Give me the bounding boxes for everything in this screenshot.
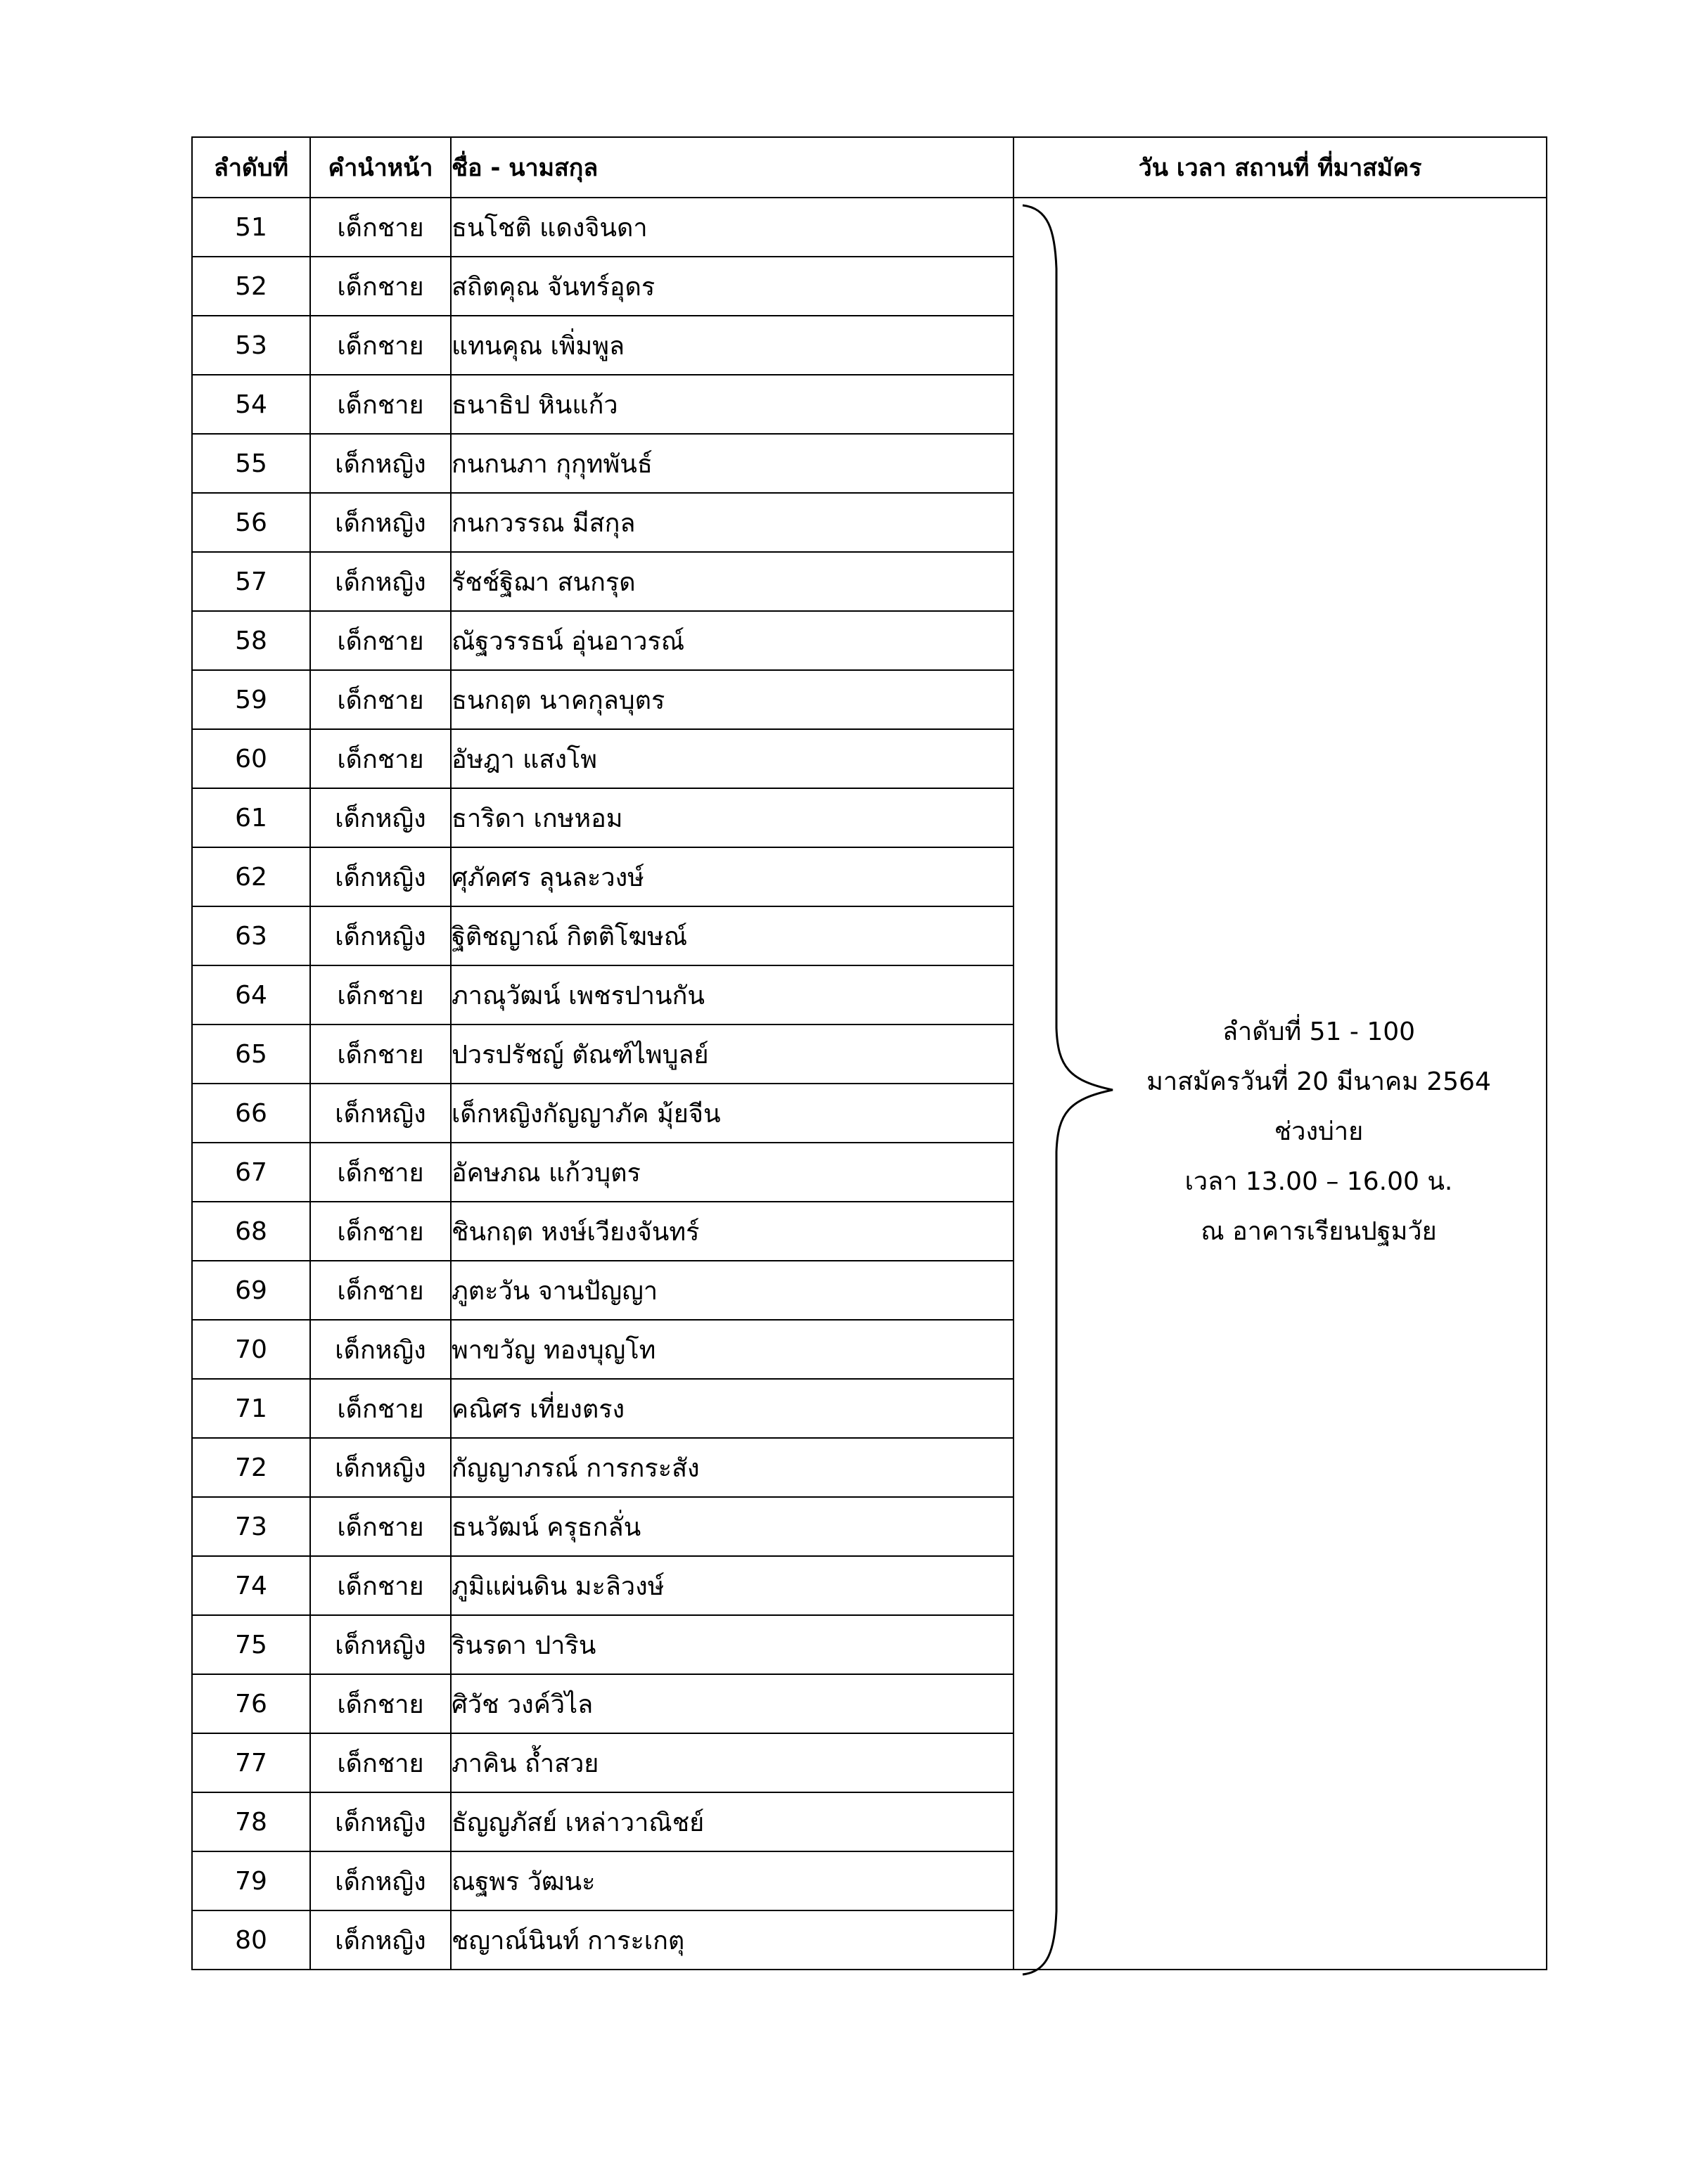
row-name: ธนโชติ แดงจินดา <box>451 198 1014 257</box>
info-line3: ช่วงบ่าย <box>1274 1117 1364 1146</box>
row-prefix: เด็กหญิง <box>310 847 451 906</box>
row-name: แทนคุณ เพิ่มพูล <box>451 316 1014 375</box>
header-row <box>192 137 1547 198</box>
row-number: 59 <box>192 670 310 729</box>
row-name: รัชช์ฐิฌา สนกรุด <box>451 552 1014 611</box>
row-prefix: เด็กชาย <box>310 198 451 257</box>
row-number: 76 <box>192 1674 310 1733</box>
registration-sheet <box>191 136 1546 1979</box>
row-prefix: เด็กชาย <box>310 965 451 1024</box>
row-name: อัคษภณ แก้วบุตร <box>451 1143 1014 1202</box>
row-number: 52 <box>192 257 310 316</box>
row-prefix: เด็กชาย <box>310 729 451 788</box>
row-number: 53 <box>192 316 310 375</box>
row-name: ชญาณ์นินท์ การะเกตุ <box>451 1910 1014 1970</box>
row-name: อัษฎา แสงโพ <box>451 729 1014 788</box>
row-number: 69 <box>192 1261 310 1320</box>
row-name: ภูตะวัน จานปัญญา <box>451 1261 1014 1320</box>
row-name: ธาริดา เกษหอม <box>451 788 1014 847</box>
row-prefix: เด็กหญิง <box>310 1438 451 1497</box>
row-prefix: เด็กชาย <box>310 257 451 316</box>
row-number: 66 <box>192 1084 310 1143</box>
row-prefix: เด็กหญิง <box>310 1084 451 1143</box>
row-name: ภูมิแผ่นดิน มะลิวงษ์ <box>451 1556 1014 1615</box>
row-number: 61 <box>192 788 310 847</box>
row-number: 80 <box>192 1910 310 1970</box>
row-prefix: เด็กหญิง <box>310 788 451 847</box>
row-number: 72 <box>192 1438 310 1497</box>
info-line1: ลำดับที่ 51 - 100 <box>1222 1017 1416 1046</box>
row-number: 64 <box>192 965 310 1024</box>
row-number: 58 <box>192 611 310 670</box>
row-number: 70 <box>192 1320 310 1379</box>
info-line5: ณ อาคารเรียนปฐมวัย <box>1201 1217 1437 1246</box>
row-number: 79 <box>192 1851 310 1910</box>
row-prefix: เด็กหญิง <box>310 1851 451 1910</box>
row-name: สถิตคุณ จันทร์อุดร <box>451 257 1014 316</box>
row-number: 65 <box>192 1024 310 1084</box>
row-number: 68 <box>192 1202 310 1261</box>
row-prefix: เด็กหญิง <box>310 906 451 965</box>
row-prefix: เด็กหญิง <box>310 552 451 611</box>
row-name: รินรดา ปาริน <box>451 1615 1014 1674</box>
row-name: ภาณุวัฒน์ เพชรปานกัน <box>451 965 1014 1024</box>
registration-info-text <box>1092 1007 1546 1257</box>
registration-info-cell <box>1014 198 1547 1970</box>
row-name: กนกนภา กุกุทพันธ์ <box>451 434 1014 493</box>
row-number: 51 <box>192 198 310 257</box>
row-prefix: เด็กหญิง <box>310 434 451 493</box>
registration-table <box>191 136 1547 1970</box>
row-prefix: เด็กชาย <box>310 316 451 375</box>
row-prefix: เด็กชาย <box>310 611 451 670</box>
table-body <box>192 198 1547 1970</box>
row-name: ณฐพร วัฒนะ <box>451 1851 1014 1910</box>
table-row <box>192 198 1547 257</box>
row-number: 73 <box>192 1497 310 1556</box>
row-prefix: เด็กหญิง <box>310 1615 451 1674</box>
row-prefix: เด็กชาย <box>310 1379 451 1438</box>
row-prefix: เด็กหญิง <box>310 1792 451 1851</box>
row-name: กนกวรรณ มีสกุล <box>451 493 1014 552</box>
info-line4: เวลา 13.00 – 16.00 น. <box>1184 1167 1453 1196</box>
row-name: ศุภัคศร ลุนละวงษ์ <box>451 847 1014 906</box>
row-name: คณิศร เที่ยงตรง <box>451 1379 1014 1438</box>
row-name: พาขวัญ ทองบุญโท <box>451 1320 1014 1379</box>
row-number: 75 <box>192 1615 310 1674</box>
row-name: กัญญาภรณ์ การกระสัง <box>451 1438 1014 1497</box>
row-number: 55 <box>192 434 310 493</box>
row-number: 78 <box>192 1792 310 1851</box>
row-name: ธนกฤต นาคกุลบุตร <box>451 670 1014 729</box>
row-name: ศิวัช วงค์วิไล <box>451 1674 1014 1733</box>
row-prefix: เด็กหญิง <box>310 1910 451 1970</box>
row-prefix: เด็กชาย <box>310 670 451 729</box>
row-name: เด็กหญิงกัญญาภัค มุ้ยจีน <box>451 1084 1014 1143</box>
row-prefix: เด็กชาย <box>310 1556 451 1615</box>
header-name: ชื่อ - นามสกุล <box>451 137 1014 198</box>
row-prefix: เด็กชาย <box>310 1497 451 1556</box>
header-prefix: คำนำหน้า <box>310 137 451 198</box>
header-no: ลำดับที่ <box>192 137 310 198</box>
row-number: 60 <box>192 729 310 788</box>
row-prefix: เด็กชาย <box>310 1733 451 1792</box>
row-name: ณัฐวรรธน์ อุ่นอาวรณ์ <box>451 611 1014 670</box>
row-prefix: เด็กชาย <box>310 1143 451 1202</box>
row-prefix: เด็กชาย <box>310 1024 451 1084</box>
row-name: ชินกฤต หงษ์เวียงจันทร์ <box>451 1202 1014 1261</box>
row-number: 54 <box>192 375 310 434</box>
row-prefix: เด็กชาย <box>310 1202 451 1261</box>
row-number: 56 <box>192 493 310 552</box>
row-name: ธนวัฒน์ ครุธกลั่น <box>451 1497 1014 1556</box>
row-prefix: เด็กหญิง <box>310 1320 451 1379</box>
row-number: 57 <box>192 552 310 611</box>
row-number: 63 <box>192 906 310 965</box>
row-prefix: เด็กชาย <box>310 375 451 434</box>
row-prefix: เด็กหญิง <box>310 493 451 552</box>
row-name: ฐิติชญาณ์ กิตติโฆษณ์ <box>451 906 1014 965</box>
table-header <box>192 137 1547 198</box>
row-number: 71 <box>192 1379 310 1438</box>
row-number: 67 <box>192 1143 310 1202</box>
info-line2: มาสมัครวันที่ 20 มีนาคม 2564 <box>1146 1067 1491 1096</box>
row-number: 62 <box>192 847 310 906</box>
row-name: ธัญญภัสย์ เหล่าวาณิชย์ <box>451 1792 1014 1851</box>
row-name: ภาคิน ถ้ำสวย <box>451 1733 1014 1792</box>
header-info: วัน เวลา สถานที่ ที่มาสมัคร <box>1014 137 1547 198</box>
row-name: ธนาธิป หินแก้ว <box>451 375 1014 434</box>
row-prefix: เด็กชาย <box>310 1261 451 1320</box>
row-name: ปวรปรัชญ์ ตัณฑ์ไพบูลย์ <box>451 1024 1014 1084</box>
row-prefix: เด็กชาย <box>310 1674 451 1733</box>
row-number: 77 <box>192 1733 310 1792</box>
row-number: 74 <box>192 1556 310 1615</box>
